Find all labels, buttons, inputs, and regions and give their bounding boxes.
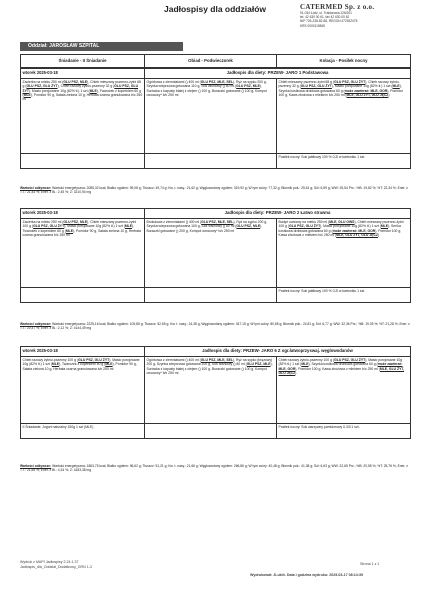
allergen-tag: MLE, GLU OWS (329, 220, 355, 224)
allergen-tag: MLE (301, 362, 309, 367)
second-breakfast: II Śniadanie: Jogurt naturalny 150g 1 szt (MLE) (21, 424, 145, 439)
menu-text: Budyń owsiany na mleku 250 ml ( (278, 220, 330, 224)
menu-text: ), Masło porcjowane 10g (82% tł.) 1 szt ( (278, 358, 403, 367)
page-number: Strona 1 z 1 (360, 562, 380, 566)
menu-text: ), Surówka z kapusty białej z olejem () 100 g, Buraczki gotowane () 100 g, Kompot owocowy* b/c 250 ml (146, 84, 267, 97)
menu-text: ), Chleb mieszany pszenno-żytni 100 g ( (278, 220, 404, 229)
allergen-tag: MLE (23, 92, 31, 97)
menu-text: ), Ryż na sypko 200 g, Szynka wieprzowa gotowana 100 g, Sos wiśniowy () 80 ml ( (146, 220, 268, 229)
summary-text: Wartość energetyczna: 2225,16 kcal; Białko ogółem: 105,85 g; Tłuszcz: 52,65 g; Kw. t. nasy.: 24,38 g; Węglowodany ogółem: 347,15 g; W tym cukry: 80,85 g; Błonnik pok.: 24,81 g; Sól: 6,77 g; WW: 32,36 Prz.; %B: 19,39 %; %T: 21,28 %; Ener. z T.T.: 20,47 %; Ener. z Bi.: 2,12 %; Ż: 4144,49 mg (20, 322, 410, 331)
empty-cell (145, 288, 277, 303)
allergen-tag: MLE (124, 224, 133, 229)
diet-block (20, 68, 411, 169)
allergen-tag: GLU PSZ, GLU ŻYT (334, 80, 366, 84)
menu-text: ), Buraczki gotowane () 200 g, Kompot owocowy* b/c 250 ml (146, 224, 263, 233)
menu-text: Chleb razowy żytnio-pszenny 100 g ( (22, 358, 79, 362)
empty-cell (145, 154, 277, 169)
empty-cell (145, 424, 277, 439)
diet-date: wtorek 2025-03-18 (21, 209, 145, 219)
footer-report: Jadłospis_dla_Oddział_Dodatkowy_GRN 1-3 (20, 565, 92, 569)
allergen-tag: MLE (65, 228, 74, 233)
lunch-cell (145, 357, 277, 424)
menu-text: ), Pomidor 100 g, Kawa zbożowa z mlekiem b/c 250 ml ( (295, 366, 380, 371)
night-meal: Posiłek nocny: Sok warzywny pomidorowy 0,33l 1 szt. (277, 424, 411, 439)
summary-text: Wartość energetyczna: 1863,75 kcal; Białko ogółem: 96,62 g; Tłuszcz: 51,21 g; Kw. t. nasy.: 21,66 g; Węglowodany ogółem: 266,86 g; W tym cukry: 40,48 g; Błonnik pok.: 41,38 g; Sól: 6,63 g; WW: 22,65 Prz.; %B: 20,55 %; %T: 25,76 %; Ener. z T.T.: 21,55 %; Ener. z Bi.: 4,34 %; Ż: 4183,38 mg (20, 464, 408, 473)
allergen-tag: może zawierać: MLE, GOR (332, 228, 376, 233)
empty-cell (21, 288, 145, 303)
allergen-tag: GLU PSZ, MLE (63, 220, 88, 224)
allergen-tag: MLE (105, 362, 113, 367)
summary-lead: Wartości odżywcze: (20, 322, 52, 326)
menu-text: ), Masło porcjowane 10g (82% tł.) 1 szt ( (331, 84, 393, 89)
diet-date: wtorek 2025-03-18 (21, 69, 145, 79)
menu-text: ) (295, 370, 297, 375)
menu-text: ), Pomidor 90 g, Sałata zielona 10 g, Herbata czarna granulowana b/c 250 ml (22, 92, 143, 102)
allergen-tag: może zawierać: MLE, GOR (278, 362, 403, 371)
summary-lead: Wartości odżywcze: (20, 464, 52, 468)
menu-text: ), Masło porcjowane 10g (82% tł.) 1 szt ( (28, 88, 90, 93)
allergen-tag: GLU PSZ, GLU ŻYT (26, 84, 58, 89)
meal-breakfast: Śniadanie - II Śniadanie (21, 55, 145, 68)
nutrition-summary (20, 322, 410, 331)
menu-text: ), Pomidor 100 g, Kawa zbożowa z mlekiem b/c 250 ml ( (278, 88, 403, 97)
menu-text: ), Chleb razowy żytnio-pszenny 32 g ( (57, 84, 115, 89)
stamp-line: NIP 726-238-82-68, REGON 472922478 (300, 19, 358, 24)
diet-date: wtorek 2025-03-18 (21, 347, 145, 357)
breakfast-cell (21, 357, 145, 424)
menu-text: ) (388, 92, 390, 97)
allergen-tag: GLU PSZ, GLU ŻYT (78, 358, 110, 362)
menu-text: ), Twarożek z koperkiem 60 g ( (22, 88, 141, 97)
menu-text: Zacierka na mleku 250 ml ( (22, 80, 64, 84)
menu-text: ), Chleb mieszany pszenno-żytni 68 g ( (22, 80, 141, 89)
menu-text: ), Masło porcjowane 10g (82% tł.) 1 szt ( (64, 224, 125, 229)
menu-text: ), Chleb razowy żytnio-pszenny 32 g ( (278, 80, 400, 89)
menu-text: ) (378, 232, 380, 237)
summary-text: Wartość energetyczna: 2085,32 kcal; Białko ogółem: 99,08 g; Tłuszcz: 49,74 g; Kw. t. nasy.: 21,62 g; Węglowodany ogółem: 319,92 g; W tym cukry: 77,32 g; Błonnik pok.: 25,61 g; Sól: 6,59 g; WW: 25,54 Prz.; %B: 19,82 %; %T: 22,34 %; Ener. z T.T.: 21,44 %; Ener. z Bi.: 2,45 %; Ż: 3210,94 mg (20, 186, 408, 195)
menu-text: Chleb razowy żytnio-pszenny 100 g ( (278, 358, 335, 362)
menu-text: ), Chleb mieszany pszenno-żytni 100 g ( (22, 220, 137, 229)
night-meal: Posiłek nocny: Sok jabłkowy 100 % 0,2l w kartoniku 1 szt. (277, 154, 411, 169)
menu-text: ), Masło porcjowane 10g (82% tł.) 1 szt ( (320, 224, 381, 229)
menu-text: ), Ser/ka kostkowa drobiowa gotowana 60 g ( (278, 224, 401, 233)
menu-text: Ogórkowa z ziemniakami () 400 ml ( (146, 358, 201, 362)
stamp-line: KRS 0000119845 (300, 23, 325, 28)
dinner-cell (277, 219, 411, 288)
empty-cell (21, 154, 145, 169)
footer-left (20, 560, 92, 570)
diet-block (20, 208, 411, 303)
allergen-tag: GLU PSZ, GLU ŻYT (289, 224, 321, 229)
stamp-company: CATERMED Sp. z o.o. (300, 3, 375, 11)
allergen-tag: GLU PSZ, MLE, SEL (200, 80, 233, 84)
allergen-tag: GLU PSZ, MLE (236, 224, 261, 229)
diet-name: Jadłospis dla diety: PRZEW- JARO 6 Z ogr.łatwoprzyswaj. węglowodanów (145, 347, 411, 357)
stamp-line: tel. 42 630 00 61, fax 42 630 00 62 (300, 15, 350, 20)
page-title: Jadłospisy dla oddziałów (163, 4, 267, 14)
menu-text: ), Surówka z kapusty białej z olejem () 100 g, Buraczki gotowane () 100 g, Kompot owocowy* b/c 250 ml (146, 362, 273, 375)
nutrition-summary (20, 186, 410, 195)
allergen-tag: MLE, GLU ŻYT, GLU JĘCZ (346, 92, 389, 97)
allergen-tag: GLU PSZ, MLE, SEL (200, 358, 233, 362)
diet-name: Jadłospis dla diety: PRZEW- JARO 1 Podstawowa (145, 69, 411, 79)
menu-text: ), Masło porcjowane 10g (82% tł.) 1 szt ( (22, 358, 140, 367)
allergen-tag: GLU PSZ, MLE (246, 362, 271, 367)
footer-software: Wydruk z MAPI Jadłospisy 2.24.1.37 (20, 560, 79, 564)
menu-text: ), Twarożek z koperkiem 60 g ( (59, 362, 106, 367)
menu-text: ), Szynka kostkowa drobiowa gotowana 60 g ( (278, 84, 402, 93)
menu-text: ), Pomidor 90 g, Sałata zielona 10 g, Herbata czarna granulowana b/c 250 ml (22, 228, 141, 237)
menu-text: Brokułowa z ziemniakami () 400 ml ( (146, 220, 202, 224)
breakfast-cell (21, 79, 145, 154)
menu-text: Ogórkowa z ziemniakami () 400 ml ( (146, 80, 201, 84)
breakfast-cell (21, 219, 145, 288)
print-info: Wydrukował: JLukiń. Data i godzina wydruku: 2025-03-17 08:14:39 (250, 573, 363, 577)
company-stamp (300, 3, 418, 28)
allergen-tag: MLE (380, 224, 389, 229)
menu-text: ), Ryż na sypko 200 g, Szynka wieprzowa gotowana 110 g, Sos wiśniowy () 80 ml ( (146, 80, 267, 89)
allergen-tag: MLE (392, 84, 400, 89)
lunch-cell (145, 79, 277, 154)
allergen-tag: GLU PSZ, MLE (236, 84, 260, 89)
menu-text: ), Pomidor 90 g, Sałata zielona 10 g, Herbata czarna granulowana b/c 250 ml (22, 362, 137, 371)
menu-text: ), Twarożek z koperkiem 60 g ( (22, 224, 135, 233)
lunch-cell (145, 219, 277, 288)
allergen-tag: GLU PSZ, GLU ŻYT (334, 358, 366, 362)
stamp-line: 91-034 Łódź, ul. Traktorowa 126/201 (300, 11, 352, 15)
diet-block (20, 346, 411, 439)
diet-name: Jadłospis dla diety: PRZEW- JARO 2 Łatwo strawna (145, 209, 411, 219)
allergen-tag: MLE, GLU ŻYT, GLU JĘCZ (278, 366, 404, 375)
allergen-tag: GLU PSZ, GLU ŻYT (33, 224, 65, 229)
allergen-tag: może zawierać: MLE, GOR (344, 88, 388, 93)
summary-lead: Wartości odżywcze: (20, 186, 52, 190)
nutrition-summary (20, 464, 410, 473)
dinner-cell (277, 357, 411, 424)
allergen-tag: MLE (89, 88, 97, 93)
dinner-cell (277, 79, 411, 154)
meal-header-table (20, 54, 411, 68)
night-meal: Posiłek nocny: Sok jabłkowy 100 % 0,2l w kartoniku 1 szt. (277, 288, 411, 303)
allergen-tag: GLU PSZ, GLU ŻYT (22, 84, 139, 93)
menu-text: ), Pomidor 100 g, Kawa zbożowa z mlekiem b/c 250 ml ( (278, 228, 402, 237)
allergen-tag: GLU PSZ, GLU ŻYT (300, 84, 332, 89)
menu-text: Zacierka na mleku 250 ml ( (22, 220, 64, 224)
menu-text: ), Ryż na sypko (brązowy) 200 g, Szynka wieprzowa gotowana 100 g, Sos wiśniowy () 80 ml ( (146, 358, 273, 367)
allergen-tag: GLU PSZ, MLE, SEL (201, 220, 234, 224)
allergen-tag: GLU PSZ, MLE (63, 80, 88, 84)
menu-text: Chleb mieszany pszenno-żytni 68 g ( (278, 80, 335, 84)
department-label: Oddział: JAROSŁAW SZPITAL (20, 42, 183, 51)
allergen-tag: MLE (51, 362, 60, 367)
menu-text: ), Szynka kostkowa drobiowa gotowana 60 g ( (308, 362, 378, 367)
meal-dinner: Kolacja - Posiłek nocny (277, 55, 411, 68)
allergen-tag: MLE, GLU ŻYT, GLU JĘCZ (336, 232, 378, 237)
meal-lunch: Obiad - Podwieczorek (145, 55, 277, 68)
